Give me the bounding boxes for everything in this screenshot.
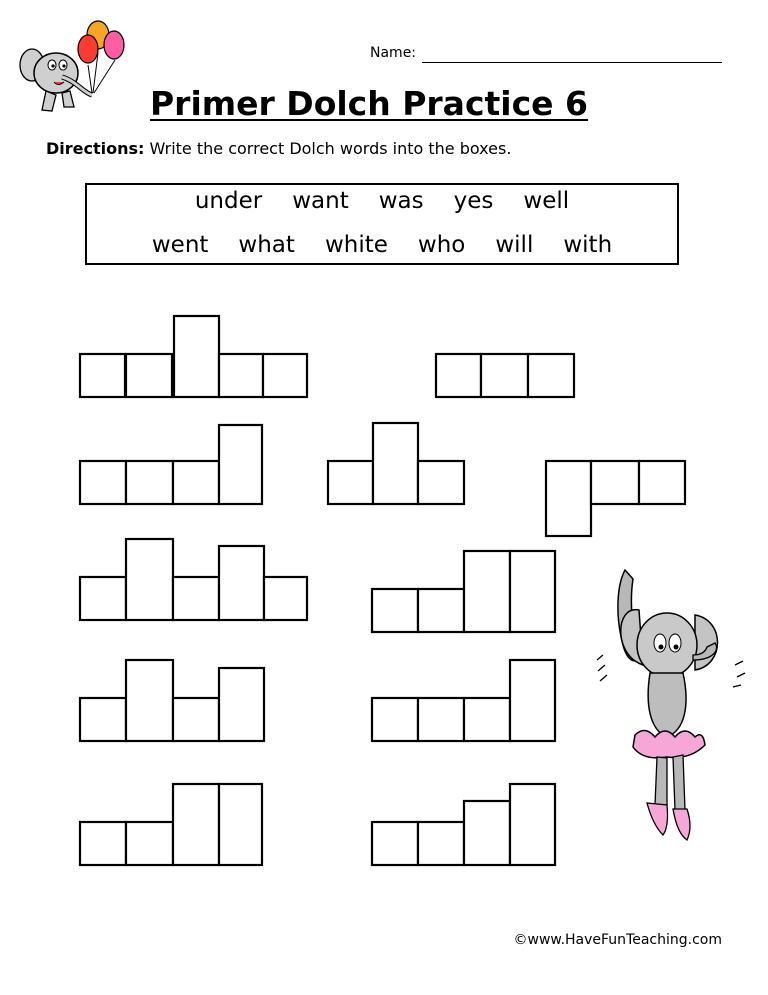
letter-box[interactable]	[418, 461, 464, 504]
word-bank-word: what	[238, 232, 295, 258]
word-shape-puzzle	[80, 784, 262, 865]
letter-box[interactable]	[80, 698, 126, 741]
letter-box[interactable]	[219, 668, 264, 741]
letter-box[interactable]	[80, 354, 125, 397]
letter-box[interactable]	[219, 784, 262, 865]
letter-box[interactable]	[126, 539, 173, 620]
letter-box[interactable]	[174, 316, 219, 397]
letter-box[interactable]	[126, 822, 173, 865]
letter-box[interactable]	[373, 423, 418, 504]
word-bank-word: was	[378, 188, 424, 214]
letter-box[interactable]	[639, 461, 685, 504]
word-shape-puzzle	[372, 660, 555, 741]
letter-box[interactable]	[80, 822, 126, 865]
copyright-footer: ©www.HaveFunTeaching.com	[513, 932, 722, 948]
letter-box[interactable]	[219, 425, 262, 504]
word-shape-puzzle	[372, 784, 555, 865]
word-bank-word: well	[523, 188, 570, 214]
elephant-icon	[597, 570, 745, 840]
word-shape-puzzle	[328, 423, 464, 504]
letter-box[interactable]	[418, 698, 464, 741]
word-shape-puzzle	[80, 660, 264, 741]
letter-box[interactable]	[263, 354, 307, 397]
letter-box[interactable]	[510, 660, 555, 741]
letter-box[interactable]	[464, 551, 510, 632]
letter-box[interactable]	[372, 698, 418, 741]
word-bank-word: with	[563, 232, 613, 258]
letter-box[interactable]	[173, 784, 219, 865]
letter-box[interactable]	[481, 354, 528, 397]
letter-box[interactable]	[173, 461, 219, 504]
word-bank-word: white	[324, 232, 388, 258]
letter-box[interactable]	[418, 822, 464, 865]
word-bank-word: will	[495, 232, 534, 258]
word-shape-puzzle	[80, 425, 262, 504]
letter-box[interactable]	[510, 551, 555, 632]
letter-box[interactable]	[80, 461, 126, 504]
letter-box[interactable]	[510, 784, 555, 865]
name-label: Name:	[370, 45, 417, 61]
word-shape-puzzle	[436, 354, 574, 397]
letter-box[interactable]	[173, 577, 219, 620]
word-bank-word: want	[292, 188, 349, 214]
letter-box[interactable]	[436, 354, 481, 397]
page-title: Primer Dolch Practice 6	[150, 84, 588, 123]
letter-box[interactable]	[126, 461, 173, 504]
letter-box[interactable]	[372, 822, 418, 865]
dancing-elephant-illustration	[595, 565, 750, 850]
letter-box[interactable]	[464, 801, 510, 865]
letter-box[interactable]	[264, 577, 307, 620]
word-bank-word: yes	[453, 188, 494, 214]
letter-box[interactable]	[372, 589, 418, 632]
word-shape-puzzle	[80, 316, 307, 397]
letter-box[interactable]	[418, 589, 464, 632]
letter-box[interactable]	[528, 354, 574, 397]
letter-box[interactable]	[591, 461, 639, 504]
word-shape-puzzle	[80, 539, 307, 620]
letter-box[interactable]	[173, 698, 219, 741]
letter-box[interactable]	[80, 577, 126, 620]
letter-box[interactable]	[126, 660, 173, 741]
letter-box[interactable]	[219, 546, 264, 620]
word-bank-word: who	[417, 232, 466, 258]
letter-box[interactable]	[546, 461, 591, 536]
letter-box[interactable]	[464, 698, 510, 741]
letter-box[interactable]	[219, 354, 263, 397]
letter-box[interactable]	[126, 354, 172, 397]
directions-text: Write the correct Dolch words into the boxes.	[149, 139, 512, 158]
word-bank-word: went	[151, 232, 209, 258]
directions-label: Directions:	[46, 139, 145, 158]
word-shape-puzzle	[372, 551, 555, 632]
letter-box[interactable]	[328, 461, 373, 504]
word-shape-puzzle	[546, 461, 685, 536]
word-bank-word: under	[194, 188, 263, 214]
